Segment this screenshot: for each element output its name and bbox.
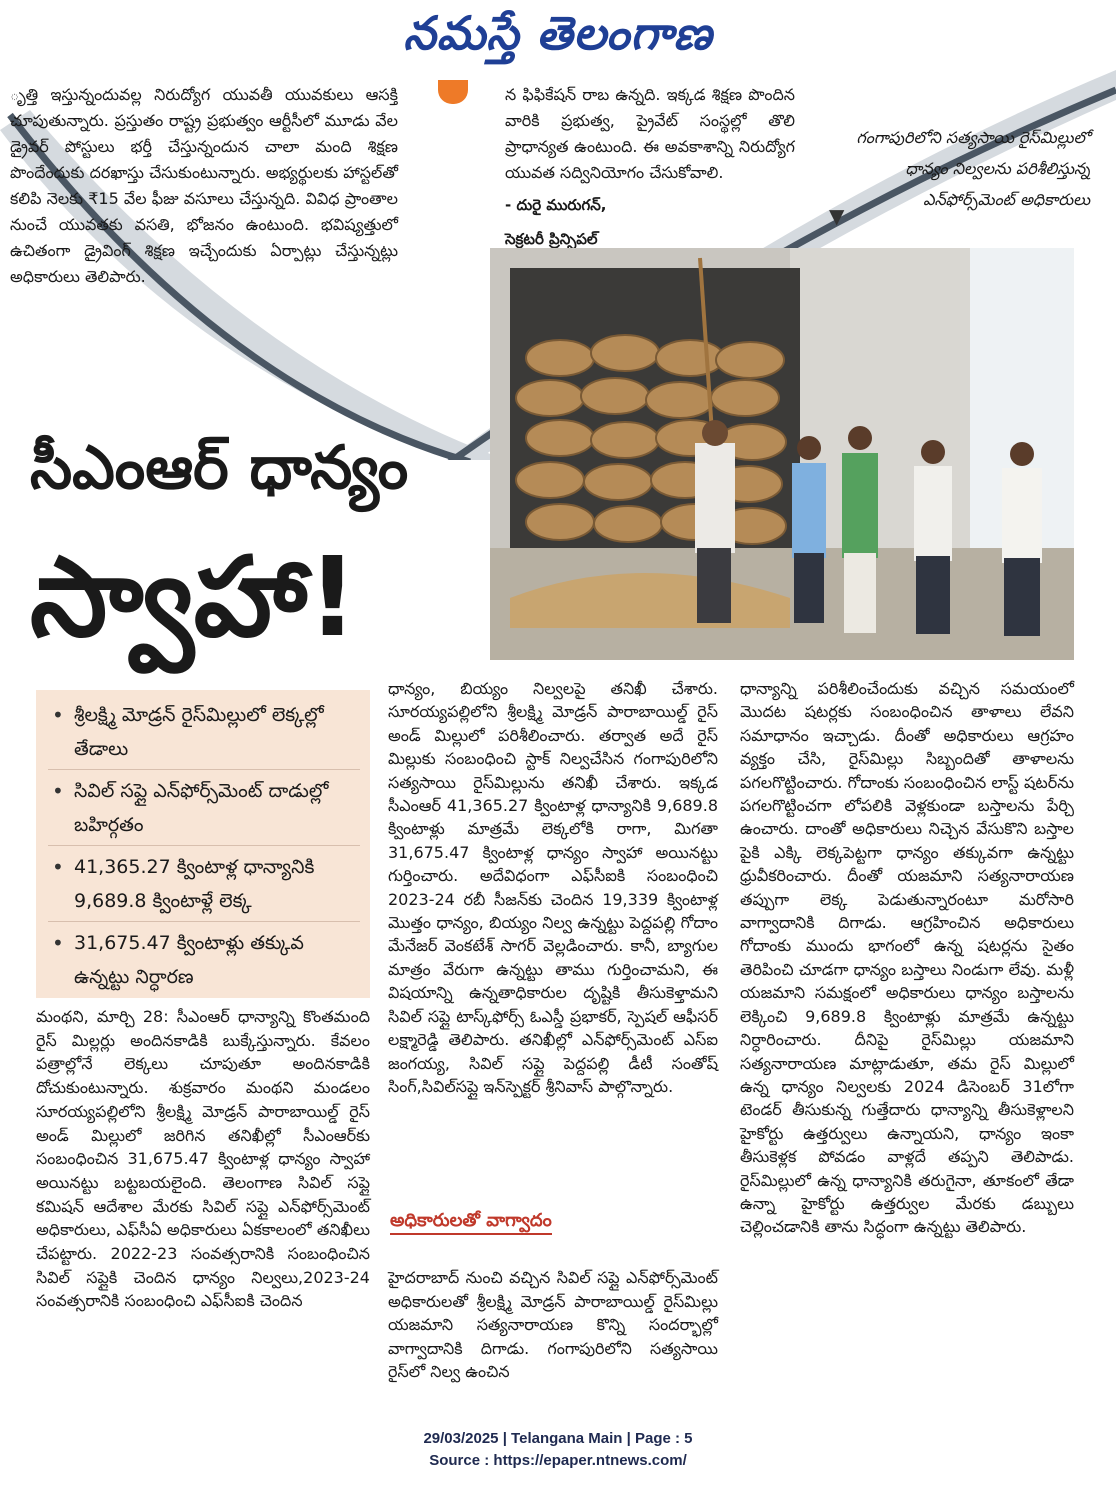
photo-caption: గంగాపురిలోని సత్యసాయి రైస్‌మిల్లులో ధాన్యం నిల్వలను పరిశీలిస్తున్న ఎన్‌ఫోర్స్‌మెంట్ అధికారులు [856, 128, 1090, 209]
headline-line-1: సీఎంఆర్ ధాన్యం [30, 433, 409, 503]
signature-name: - దురై మురుగన్, [505, 196, 607, 214]
body-column-right [740, 677, 1074, 1239]
highlight-item: • సివిల్ సప్లై ఎన్‌ఫోర్స్‌మెంట్ దాడుల్లో బహిర్గతం [48, 774, 360, 846]
body-right-paragraph: ధాన్యాన్ని పరిశీలించేందుకు వచ్చిన సమయంలో మొదట షటర్లకు సంబంధించిన తాళాలు లేవని సమాధానం ఇచ్చాడు. దీంతో అధికారులు ఆగ్రహం వ్యక్తం చేసి, రైస్‌మిల్లు సిబ్బందితో తాళాలను పగలగొట్టించారు. గోదాంకు సంబంధించిన లాస్ట్ షటర్‌ను పగలగొట్టించగా లోపలికి వెళ్లకుండా బస్తాలను పేర్చి ఉంచారు. దాంతో అధికారులు నిచ్చెన వేసుకొని బస్తాల పైకి ఎక్కి లెక్కపెట్టగా ధాన్యం తక్కువగా ఉన్నట్టు ధ్రువీకరించారు. దీంతో యజమాని సత్యనారాయణ తప్పుగా లెక్క పెడుతున్నారంటూ మరోసారి వాగ్వాదానికి దిగాడు. ఆగ్రహించిన అధికారులు గోదాంకు ముందు భాగంలో ఉన్న షటర్లను సైతం తెరిపించి చూడగా ధాన్యం బస్తాలు నిండుగా లేవు. మళ్లీ యజమాని సమక్షంలో అధికారులు ధాన్యం బస్తాలను లెక్కించి 9,689.8 క్వింటాళ్లు మాత్రమే ఉన్నట్టు నిర్ధారించారు. దీనిపై రైస్‌మిల్లు యజమాని సత్యనారాయణ మాట్లాడుతూ, తమ రైస్ మిల్లులో ఉన్న ధాన్యం నిల్వలకు 2024 డిసెంబర్ 31లోగా టెండర్ తీసుకున్న గుత్తేదారు ధాన్యాన్ని తీసుకెళ్లాలని హైకోర్టు ఉత్తర్వులు ఉన్నాయని, ధాన్యం ఇంకా తీసుకెళ్లక పోవడం వాళ్లదే తప్పని తెలిపాడు. రైస్‌మిల్లులో ఉన్న ధాన్యానికి తరుగైనా, తూకంలో తేడా ఉన్నా హైకోర్టు ఉత్తర్వుల మేరకు డబ్బులు చెల్లించడానికి తాను సిద్ధంగా ఉన్నట్టు తెలిపారు. [740, 679, 1074, 1237]
body-column-middle [388, 677, 718, 1098]
footer-date-edition: 29/03/2025 | Telangana Main | Page : 5 [423, 1430, 693, 1447]
body-mid-paragraph: ధాన్యం, బియ్యం నిల్వలపై తనిఖీ చేశారు. సూరయ్యపల్లిలోని శ్రీలక్ష్మి మోడ్రన్ పారాబాయిల్డ్ రైస్ అండ్ మిల్లులో పరిశీలించారు. తర్వాత అదే రైస్ మిల్లుకు సంబంధించి స్టాక్ నిల్వచేసిన గంగాపురిలోని సత్యసాయి రైస్‌మిల్లును తనిఖీ చేశారు. ఇక్కడ సీఎంఆర్ 41,365.27 క్వింటాళ్ల ధాన్యానికి 9,689.8 క్వింటాళ్లు మాత్రమే లెక్కలోకి రాగా, మిగతా 31,675.47 క్వింటాళ్ల ధాన్యం స్వాహా అయినట్టు గుర్తించారు. అదేవిధంగా ఎఫ్‌సీఐకి సంబంధించి 2023-24 రబీ సీజన్‌కు చెందిన 19,339 క్వింటాళ్ల మొత్తం ధాన్యం, బియ్యం నిల్వ ఉన్నట్టు పెద్దపల్లి గోదాం మేనేజర్ వెంకటేశ్ సాగర్ వెల్లడించారు. కానీ, బ్యాగుల మాత్రం వేరుగా ఉన్నట్టు తాము గుర్తించామని, ఈ విషయాన్ని ఉన్నతాధికారుల దృష్టికి తీసుకెళ్తామని సివిల్ సప్లై టాస్క్‌ఫోర్స్ ఓఎస్డీ ప్రభాకర్, స్పెషల్ ఆఫీసర్ లక్ష్మారెడ్డి తెలిపారు. తనిఖీల్లో ఎన్‌ఫోర్స్‌మెంట్ ఎస్ఐ జంగయ్య, సివిల్ సప్లై పెద్దపల్లి డీటీ సంతోష్ సింగ్,సివిల్‌సప్లై ఇన్‌స్పెక్టర్ శ్రీనివాస్ పాల్గొన్నారు. [388, 679, 718, 1096]
body-mid-cont-paragraph: హైదరాబాద్ నుంచి వచ్చిన సివిల్ సప్లై ఎన్‌ఫోర్స్‌మెంట్ అధికారులతో శ్రీలక్ష్మి మోడ్రన్ పారాబాయిల్డ్ రైస్‌మిల్లు యజమాని సత్యనారాయణ కొన్ని సందర్భాల్లో వాగ్వాదానికి దిగాడు. గంగాపురిలోని సత్యసాయి రైస్‌లో నిల్వ ఉంచిన [388, 1268, 718, 1382]
masthead-title: నమస్తే తెలంగాణ [403, 6, 713, 60]
subheading-text: అధికారులతో వాగ్వాదం [390, 1210, 552, 1235]
highlight-item: • 31,675.47 క్వింటాళ్లు తక్కువ ఉన్నట్టు నిర్ధారణ [48, 926, 360, 997]
body-left-paragraph: మంథని, మార్చి 28: సీఎంఆర్ ధాన్యాన్ని కొంతమంది రైస్ మిల్లర్లు అందినకాడికి బుక్కేస్తున్నారు. కేవలం పత్రాల్లోనే లెక్కలు చూపుతూ అందినకాడికి దోచుకుంటున్నారు. శుక్రవారం మంథని మండలం సూరయ్యపల్లిలోని శ్రీలక్ష్మి మోడ్రన్ పారాబాయిల్డ్ రైస్ అండ్ మిల్లులో జరిగిన తనిఖీల్లో సీఎంఆర్‌కు సంబంధించిన 31,675.47 క్వింటాళ్ల ధాన్యం స్వాహా అయినట్టు బట్టబయలైంది. తెలంగాణ సివిల్ సప్లై కమిషన్ ఆదేశాల మేరకు సివిల్ సప్లై ఎన్‌ఫోర్స్‌మెంట్ అధికారులు, ఎఫ్‌సీఏ అధికారులు ఏకకాలంలో తనిఖీలు చేపట్టారు. 2022-23 సంవత్సరానికి సంబంధించిన సివిల్ సప్లైకి చెందిన ధాన్యం నిల్వలు,2023-24 సంవత్సరానికి సంబంధించి ఎఫ్‌సీఐకి చెందిన [36, 1007, 370, 1311]
section-subheading [390, 1210, 720, 1235]
body-column-left [36, 1005, 370, 1313]
headline-line-2: స్వాహా! [30, 533, 358, 661]
highlight-item: • శ్రీలక్ష్మి మోడ్రన్ రైస్‌మిల్లులో లెక్కల్లో తేడాలు [48, 698, 360, 770]
top-mid-article-text [505, 82, 795, 252]
top-mid-paragraph: న ఫిఫికేషన్ రాబ ఉన్నది. ఇక్కడ శిక్షణ పొందిన వారికి ప్రభుత్వ, ప్రైవేట్ సంస్థల్లో తొలి ప్రాధాన్యత ఉంటుంది. ఈ అవకాశాన్ని నిరుద్యోగ యువత సద్వినియోగం చేసుకోవాలి. [505, 85, 795, 182]
footer-source-link[interactable]: Source : https://epaper.ntnews.com/ [429, 1452, 687, 1469]
arrow-down-icon: ▼ [829, 204, 845, 228]
news-photo [490, 248, 1074, 660]
highlight-item: • 41,365.27 క్వింటాళ్ల ధాన్యానికి 9,689.8 క్వింటాళ్లే లెక్క [48, 850, 360, 922]
highlights-list [48, 698, 360, 997]
highlights-box [36, 690, 370, 998]
top-left-paragraph: ృత్తి ఇస్తున్నందువల్ల నిరుద్యోగ యువతీ యువకులు ఆసక్తి చూపుతున్నారు. ప్రస్తుతం రాష్ట్ర ప్రభుత్వం ఆర్టీసీలో మూడు వేల డ్రైవర్ పోస్టులు భర్తీ చేస్తున్నందున చాలా మంది శిక్షణ పొందేందుకు దరఖాస్తు చేసుకుంటున్నారు. అభ్యర్థులకు హాస్టల్‌తో కలిపి నెలకు ₹15 వేల ఫీజు వసూలు చేస్తున్నది. వివిధ ప్రాంతాల నుంచే యువతకు వసతి, భోజనం ఉంటుంది. భవిష్యత్తులో ఉచితంగా డ్రైవింగ్ శిక్షణ ఇచ్చేందుకు ఏర్పాట్లు చేస్తున్నట్లు అధికారులు తెలిపారు. [10, 85, 398, 286]
masthead-logo [0, 6, 1116, 68]
signature-title: సెక్రటరీ ప్రిన్సిపల్ [505, 230, 598, 248]
page-footer [0, 1428, 1116, 1472]
top-left-article-text [10, 82, 398, 290]
body-column-middle-continued [388, 1250, 718, 1400]
